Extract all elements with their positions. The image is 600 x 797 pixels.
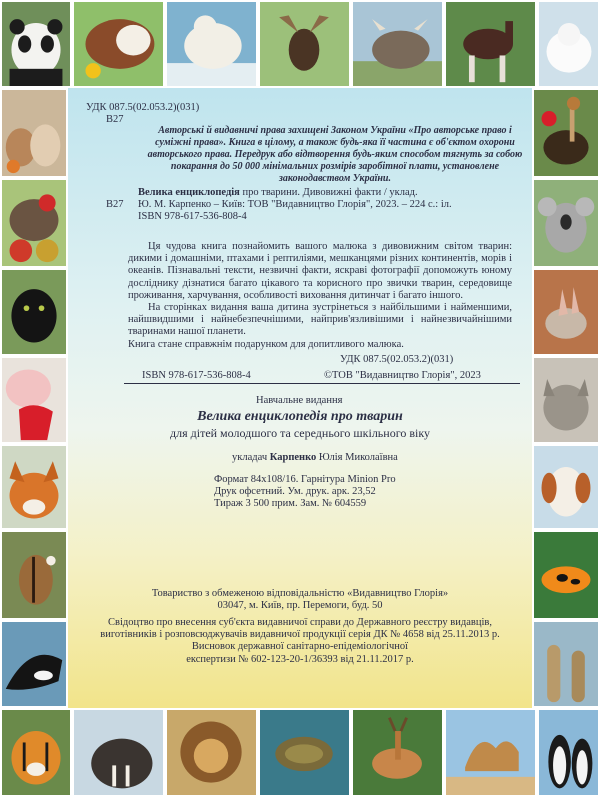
photo-piglet-strawberry [0,356,68,444]
isbn-bottom: ISBN 978-617-536-808-4 [142,370,251,381]
photo-penguins [537,708,600,797]
bibliographic-publisher: Ю. М. Карпенко – Київ: ТОВ "Видавництво Глорія", 2023. – 224 с.: іл. [138,199,452,210]
spec-print: Друк офсетний. Ум. друк. арк. 23,52 [214,486,376,497]
compiler-surname: Карпенко [269,452,317,463]
annotation-paragraph-3: Книга стане справжнім подарунком для допитливого малюка. [128,338,404,350]
sanitary-conclusion-line2: експертизи № 602-123-20-1/36393 від 21.11.2017 р. [186,653,414,665]
photo-tiger-cub [0,708,72,797]
annotation-paragraph-2: На сторінках видання ваша дитина зустрінеться з найбільшими і найменшими, найшвидшими і найнебезпечнішими, найприв'язливішими і найнезвичайнішими тваринами нашої планети. [128,302,512,338]
compiler-label: укладач [232,452,270,463]
spec-format: Формат 84x108/16. Гарнітура Minion Pro [214,474,396,485]
book-subtitle: для дітей молодшого та середнього шкільного віку [170,426,430,440]
imprint-panel [68,88,532,708]
photo-orca [0,620,68,708]
photo-walrus [72,708,165,797]
photo-chipmunk [0,530,68,620]
photo-panda [0,0,72,88]
biblio-rest: про тварини. Дивовижні факти / уклад. [239,187,418,198]
udk-code-top: УДК 087.5(02.053.2)(031) [86,102,200,113]
photo-guinea-pig [72,0,165,88]
bibliographic-entry [138,187,418,199]
photo-koala [532,178,600,268]
library-code-top: В27 [106,114,124,125]
photo-poison-frog [532,530,600,620]
publisher-address: 03047, м. Київ, пр. Перемоги, буд. 50 [217,600,383,612]
copyright-notice: Авторські й видавничі права захищені Законом України «Про авторське право і суміжні права». Книга в цілому, а також будь-яка її частина є об'єктом охорони авторського права. Передрук або відтворення будь-яким способом тягнуть за собою покарання до 50 000 мінімальних розмірів заробітної плати, установлене законодавством України. [147,125,523,184]
biblio-title: Велика енциклопедія [138,187,240,198]
photo-turtle [258,708,351,797]
photo-kitten [532,356,600,444]
photo-arctic-fox [537,0,600,88]
photo-deer [351,708,444,797]
divider-line [124,383,520,384]
copyright-line: ©ТОВ "Видавництво Глорія", 2023 [324,370,481,381]
photo-bilby [532,268,600,356]
compiler-name: Юлія Миколаївна [316,452,398,463]
photo-polar-bear [165,0,258,88]
udk-code-bottom: УДК 087.5(02.053.2)(031) [340,354,454,365]
compiler-line [232,452,398,464]
photo-fox [0,444,68,530]
annotation [128,241,512,351]
publisher-name: Товариство з обмеженою відповідальністю «Видавництво Глорія» [151,588,449,599]
registry-block [98,617,502,666]
sanitary-conclusion-line1: Висновок державної санітарно-епідеміологічної [191,641,409,653]
photo-rabbits [0,88,68,178]
annotation-paragraph-1: Ця чудова книга познайомить вашого малюка з дивовижним світом тварин: дикими і домашніми, птахами і рептиліями, мешканцями різних континентів, морів і океанів. Пізнавальні тексти, незвичні факти, яскраві фотографії допоможуть юному досліднику дізнатися багато цікавого та корисного про звички тварин, середовище проживання, харчування, особливості виховання дитинчат і багато іншого. [128,241,512,301]
photo-puppy [532,444,600,530]
photo-lion [165,708,258,797]
photo-meerkats [532,620,600,708]
photo-camels [444,708,537,797]
library-code: В27 [106,199,124,210]
edition-type: Навчальне видання [256,395,343,406]
registry-certificate: Свідоцтво про внесення суб'єкта видавничої справи до Державного реєстру видавців, виготівників і розповсюджувачів видавничої продукції серія ДК № 4658 від 25.11.2013 р. [100,617,500,641]
publisher-block [68,588,532,612]
book-title: Велика енциклопедія про тварин [197,409,403,424]
photo-yak [351,0,444,88]
spec-run: Тираж 3 500 прим. Зам. № 604559 [214,498,367,509]
photo-ostrich [532,88,600,178]
photo-hedgehog [0,178,68,268]
photo-moose [258,0,351,88]
photo-black-panther-cub [0,268,68,356]
photo-okapi [444,0,537,88]
isbn-entry: ISBN 978-617-536-808-4 [138,211,247,222]
